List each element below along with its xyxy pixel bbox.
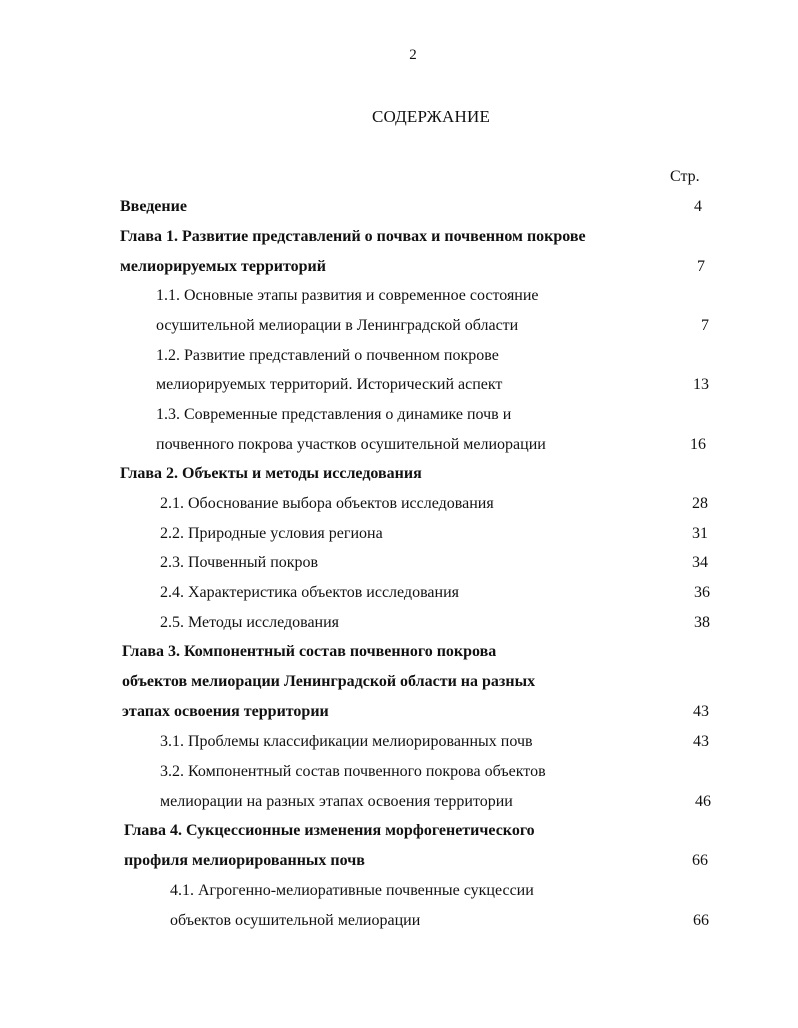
toc-entry-chapter-1-cont: мелиорируемых территорий xyxy=(120,258,326,275)
toc-page-1-1: 7 xyxy=(701,317,709,334)
toc-entry-1-2-cont: мелиорируемых территорий. Исторический аспект xyxy=(156,376,503,393)
toc-entry-intro: Введение xyxy=(120,198,187,215)
toc-page-chapter-3: 43 xyxy=(693,703,709,720)
toc-entry-2-1: 2.1. Обоснование выбора объектов исследования xyxy=(160,495,494,512)
toc-entry-chapter-3-cont2: этапах освоения территории xyxy=(122,703,329,720)
page-column-header: Стр. xyxy=(670,168,700,185)
toc-entry-1-3: 1.3. Современные представления о динамике почв и xyxy=(156,406,512,423)
toc-page-2-3: 34 xyxy=(692,554,708,571)
toc-entry-3-1: 3.1. Проблемы классификации мелиорированных почв xyxy=(160,733,533,750)
toc-entry-chapter-2: Глава 2. Объекты и методы исследования xyxy=(120,465,422,482)
toc-entry-2-2: 2.2. Природные условия региона xyxy=(160,525,383,542)
toc-entry-4-1: 4.1. Агрогенно-мелиоративные почвенные сукцессии xyxy=(170,882,534,899)
toc-page-2-2: 31 xyxy=(692,525,708,542)
toc-page-1-2: 13 xyxy=(693,376,709,393)
toc-page-intro: 4 xyxy=(694,198,702,215)
toc-page-2-5: 38 xyxy=(694,614,710,631)
toc-entry-1-3-cont: почвенного покрова участков осушительной мелиорации xyxy=(156,436,546,453)
toc-page-1-3: 16 xyxy=(690,436,706,453)
page-number: 2 xyxy=(409,47,417,63)
page-title: СОДЕРЖАНИЕ xyxy=(371,107,491,126)
toc-entry-1-2: 1.2. Развитие представлений о почвенном покрове xyxy=(156,347,499,364)
toc-entry-chapter-3-cont: объектов мелиорации Ленинградской области на разных xyxy=(122,673,536,690)
toc-page-chapter-4: 66 xyxy=(692,852,708,869)
toc-page-3-1: 43 xyxy=(693,733,709,750)
toc-entry-4-1-cont: объектов осушительной мелиорации xyxy=(170,912,421,929)
toc-entry-2-5: 2.5. Методы исследования xyxy=(160,614,340,631)
toc-entry-2-4: 2.4. Характеристика объектов исследования xyxy=(160,584,459,601)
toc-entry-2-3: 2.3. Почвенный покров xyxy=(160,554,319,571)
toc-entry-3-2-cont: мелиорации на разных этапах освоения территории xyxy=(160,793,513,810)
toc-entry-3-2: 3.2. Компонентный состав почвенного покрова объектов xyxy=(160,763,546,780)
toc-page-2-1: 28 xyxy=(692,495,708,512)
toc-entry-chapter-4: Глава 4. Сукцессионные изменения морфогенетического xyxy=(124,822,535,839)
toc-page-chapter-1: 7 xyxy=(697,258,705,275)
toc-entry-chapter-4-cont: профиля мелиорированных почв xyxy=(124,852,365,869)
toc-page-3-2: 46 xyxy=(695,793,711,810)
toc-entry-1-1-cont: осушительной мелиорации в Ленинградской области xyxy=(156,317,519,334)
toc-entry-1-1: 1.1. Основные этапы развития и современное состояние xyxy=(156,287,539,304)
toc-entry-chapter-1: Глава 1. Развитие представлений о почвах и почвенном покрове xyxy=(120,228,586,245)
toc-page-4-1: 66 xyxy=(693,912,709,929)
toc-entry-chapter-3: Глава 3. Компонентный состав почвенного покрова xyxy=(122,643,497,660)
toc-page-2-4: 36 xyxy=(694,584,710,601)
